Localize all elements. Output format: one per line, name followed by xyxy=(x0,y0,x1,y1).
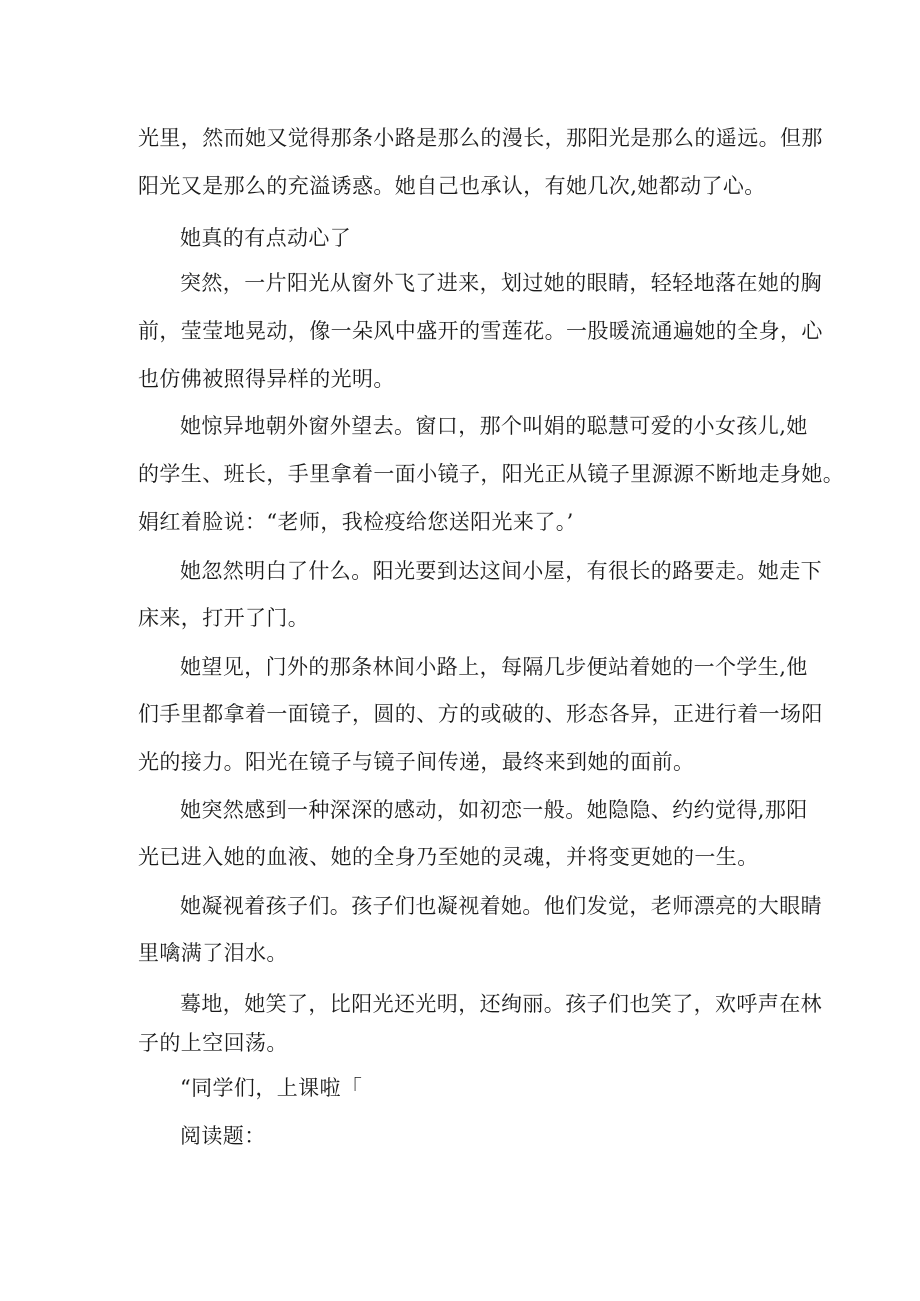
text-line: 的学生、班长，手里拿着一面小镜子，阳光正从镜子里源源不断地走身她。 xyxy=(138,462,845,486)
text-line: 蓦地，她笑了，比阳光还光明，还绚丽。孩子们也笑了，欢呼声在林 xyxy=(180,992,822,1016)
text-line: 光已进入她的血液、她的全身乃至她的灵魂，并将变更她的一生。 xyxy=(138,845,759,869)
text-line: 里噙满了泪水。 xyxy=(138,941,288,965)
text-line: 她忽然明白了什么。阳光要到达这间小屋，有很长的路要走。她走下 xyxy=(180,559,822,583)
text-line: 光里，然而她又觉得那条小路是那么的漫长，那阳光是那么的遥远。但那 xyxy=(138,126,823,150)
text-line: 她凝视着孩子们。孩子们也凝视着她。他们发觉，老师漂亮的大眼睛 xyxy=(180,894,822,918)
text-line: 子的上空回荡。 xyxy=(138,1031,288,1055)
text-line: 她突然感到一种深深的感动，如初恋一般。她隐隐、约约觉得,那阳 xyxy=(180,798,808,822)
text-line: 她惊异地朝外窗外望去。窗口，那个叫娟的聪慧可爱的小女孩儿,她 xyxy=(180,414,808,438)
text-line: 们手里都拿着一面镜子，圆的、方的或破的、形态各异，正进行着一场阳 xyxy=(138,702,823,726)
text-line: 床来，打开了门。 xyxy=(138,606,310,630)
text-line: 也仿佛被照得异样的光明。 xyxy=(138,367,395,391)
text-line: 娟红着脸说：“老师，我检疫给您送阳光来了。’ xyxy=(138,510,574,534)
text-line: 前，莹莹地晃动，像一朵风中盛开的雪莲花。一股暖流通遍她的全身，心 xyxy=(138,319,823,343)
text-line: 突然，一片阳光从窗外飞了进来，划过她的眼睛，轻轻地落在她的胸 xyxy=(180,271,822,295)
text-line: 阳光又是那么的充溢诱惑。她自己也承认，有她几次,她都动了心。 xyxy=(138,174,766,198)
text-line: 她望见，门外的那条林间小路上，每隔几步便站着她的一个学生,他 xyxy=(180,655,808,679)
text-line: 光的接力。阳光在镜子与镜子间传递，最终来到她的面前。 xyxy=(138,750,695,774)
text-line: 她真的有点动心了 xyxy=(180,226,352,250)
text-line: “同学们，上课啦「 xyxy=(180,1076,363,1100)
text-line: 阅读题： xyxy=(180,1124,266,1148)
